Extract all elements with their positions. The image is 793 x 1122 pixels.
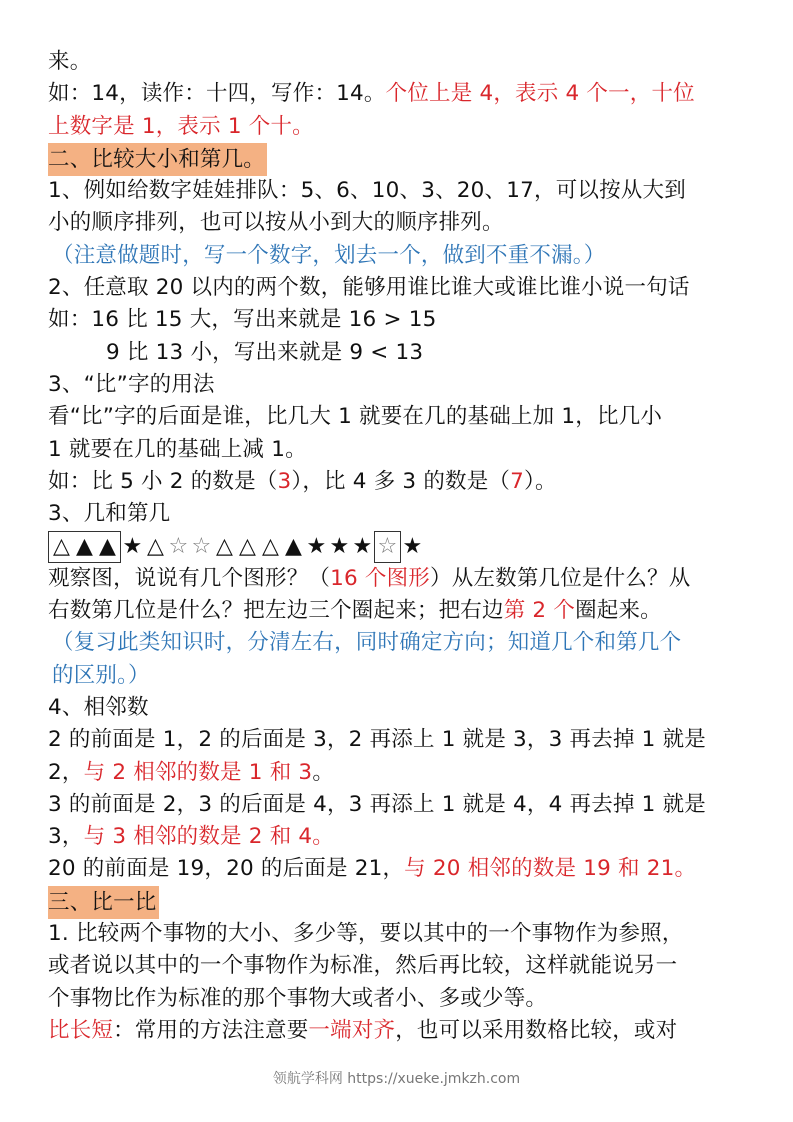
star-outline-icon: ☆: [377, 533, 398, 559]
star-filled-icon: ★: [306, 533, 327, 559]
section-heading-text: 二、比较大小和第几。: [48, 143, 267, 176]
body-text: ），比 4 多 3 的数是（: [291, 468, 511, 494]
body-text: 右数第几位是什么？把左边三个圈起来；把右边: [48, 598, 504, 624]
body-text: 观察图，说说有几个图形？（: [48, 565, 331, 591]
triangle-outline-icon: △: [146, 533, 165, 559]
highlight-text: 第 2 个: [503, 598, 576, 624]
highlight-text: 比长短: [48, 1017, 114, 1043]
body-text: 3 的前面是 2，3 的后面是 4，3 再添上 1 就是 4，4 再去掉 1 就是: [48, 791, 706, 817]
body-text: 2，: [48, 759, 84, 785]
body-text: 3，: [48, 824, 84, 850]
text-line: [48, 111, 748, 143]
body-text: ：常用的方法注意要: [113, 1017, 309, 1043]
text-line: [48, 789, 748, 821]
body-text: 如：比 5 小 2 的数是（: [48, 468, 278, 494]
star-outline-icon: ☆: [168, 533, 189, 559]
body-text: ，也可以采用数格比较，或对: [395, 1017, 678, 1043]
section-heading: [48, 143, 748, 175]
highlight-text: 16 个图形: [330, 565, 431, 591]
note-text: （复习此类知识时，分清左右，同时确定方向；知道几个和第几个: [52, 630, 682, 656]
text-line: [48, 983, 748, 1015]
text-line: [48, 595, 748, 627]
triangle-filled-icon: ▲: [98, 533, 117, 559]
body-text: 来。: [48, 49, 92, 74]
star-filled-icon: ★: [122, 533, 143, 559]
text-line: [48, 78, 748, 110]
text-line: [48, 821, 748, 853]
section-heading-text: 三、比一比: [48, 886, 159, 919]
text-line: [48, 337, 748, 369]
highlight-text: 上数字是 1，表示 1 个十。: [48, 113, 314, 139]
note-text: （注意做题时，写一个数字，划去一个，做到不重不漏。）: [52, 242, 606, 268]
triangle-filled-icon: ▲: [75, 533, 94, 559]
triangle-outline-icon: △: [215, 533, 234, 559]
body-text: 9 比 13 小，写出来就是 9 < 13: [106, 339, 424, 365]
text-line: [48, 724, 748, 756]
body-text: 如：16 比 15 大，写出来就是 16 > 15: [48, 307, 437, 333]
highlight-text: 3: [277, 468, 292, 494]
body-text: 。: [312, 759, 335, 785]
triangle-outline-icon: △: [261, 533, 280, 559]
body-text: 3、几和第几: [48, 501, 171, 527]
body-text: 2 的前面是 1，2 的后面是 3，2 再添上 1 就是 3，3 再去掉 1 就是: [48, 727, 706, 753]
text-line: [48, 401, 748, 433]
highlight-text: 个位上是 4，表示 4 个一，十位: [385, 81, 695, 107]
text-line: [48, 757, 748, 789]
star-filled-icon: ★: [329, 533, 350, 559]
body-text: ）。: [524, 468, 557, 494]
text-line: [48, 563, 748, 595]
text-line: [48, 240, 748, 272]
highlight-text: 与 2 相邻的数是 1 和 3: [83, 759, 313, 785]
note-text: 的区别。）: [52, 662, 150, 688]
text-line: [48, 950, 748, 982]
highlight-text: 与 3 相邻的数是 2 和 4。: [83, 824, 335, 850]
text-line: [48, 853, 748, 885]
left-circled-group: [48, 531, 121, 563]
text-line: [48, 207, 748, 239]
body-text: ）从左数第几位是什么？从: [430, 565, 691, 591]
star-filled-icon: ★: [352, 533, 373, 559]
highlight-text: 与 20 相邻的数是 19 和 21。: [404, 856, 697, 882]
text-line: [48, 175, 748, 207]
text-line: [48, 272, 748, 304]
text-line: [48, 498, 748, 530]
text-line: [48, 369, 748, 401]
triangle-filled-icon: ▲: [284, 533, 303, 559]
section-heading: [48, 886, 748, 918]
body-text: 个事物比作为标准的那个事物大或者小、多或少等。: [48, 985, 548, 1011]
highlight-text: 一端对齐: [308, 1017, 396, 1043]
body-text: 圈起来。: [575, 598, 662, 624]
body-text: 看“比”字的后面是谁，比几大 1 就要在几的基础上加 1，比几小: [48, 404, 663, 430]
star-filled-icon: ★: [402, 533, 423, 559]
triangle-outline-icon: △: [238, 533, 257, 559]
footer-watermark: 领航学科网 https://xueke.jmkzh.com: [272, 1071, 521, 1087]
body-text: 小的顺序排列，也可以按从小到大的顺序排列。: [48, 210, 504, 236]
body-text: 1、例如给数字娃娃排队：5、6、10、3、20、17，可以按从大到: [48, 178, 686, 204]
document-page: [48, 46, 748, 1047]
body-text: 4、相邻数: [48, 694, 149, 720]
shape-sequence: [48, 530, 748, 562]
body-text: 或者说以其中的一个事物作为标准，然后再比较，这样就能说另一: [48, 953, 678, 979]
text-line: [48, 466, 748, 498]
text-line: [48, 304, 748, 336]
triangle-outline-icon: △: [52, 533, 71, 559]
body-text: 1. 比较两个事物的大小、多少等，要以其中的一个事物作为参照，: [48, 921, 684, 947]
text-line: [48, 1015, 748, 1047]
body-text: 2、任意取 20 以内的两个数，能够用谁比谁大或谁比谁小说一句话: [48, 275, 690, 301]
body-text: 20 的前面是 19，20 的后面是 21，: [48, 856, 405, 882]
right-circled-group: [374, 531, 401, 563]
text-line: [48, 46, 748, 78]
text-line: [48, 660, 748, 692]
highlight-text: 7: [510, 468, 525, 494]
star-outline-icon: ☆: [191, 533, 212, 559]
text-line: [48, 918, 748, 950]
body-text: 1 就要在几的基础上减 1。: [48, 436, 307, 462]
text-line: [48, 434, 748, 466]
body-text: 3、“比”字的用法: [48, 371, 215, 397]
body-text: 如：14，读作：十四，写作：14。: [48, 81, 386, 107]
text-line: [48, 627, 748, 659]
text-line: [48, 692, 748, 724]
